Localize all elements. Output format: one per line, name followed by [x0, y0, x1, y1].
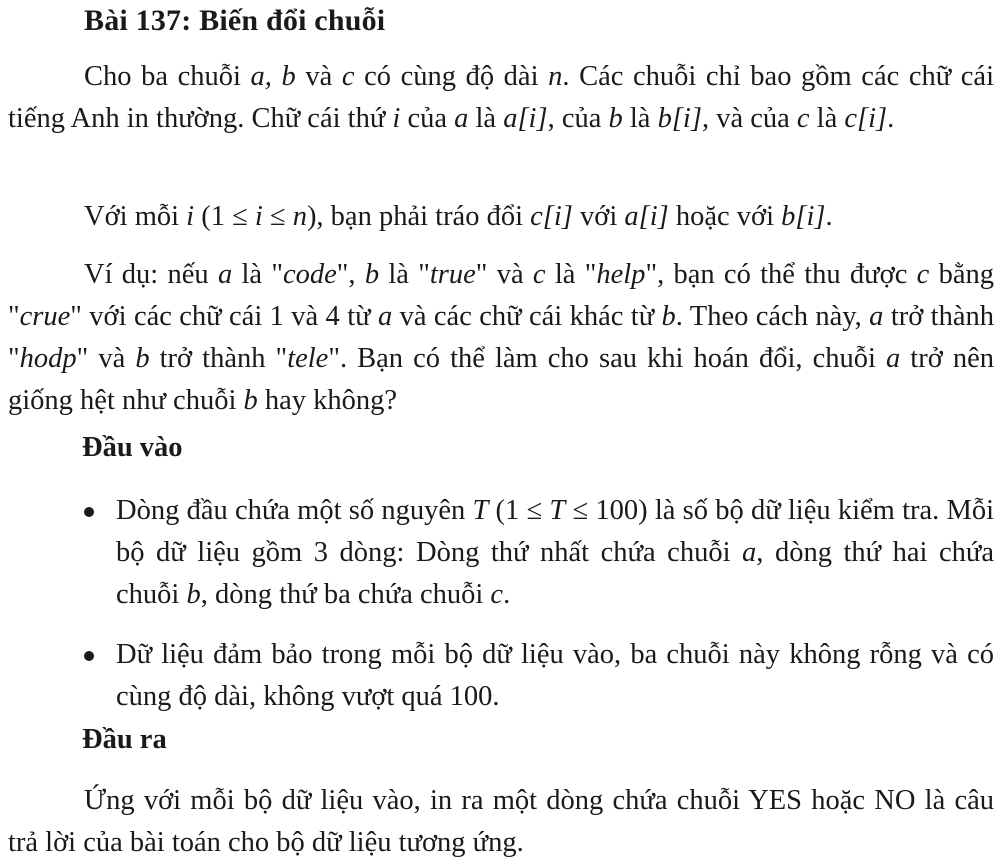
- rule-text: ), bạn phải tráo đổi: [306, 201, 531, 232]
- output-paragraph: Ứng với mỗi bộ dữ liệu vào, in ra một dòng chứa chuỗi YES hoặc NO là câu trả lời của bài toán cho bộ dữ liệu tương ứng.: [8, 785, 994, 858]
- var-c: c: [796, 103, 810, 134]
- var-a-i: a[i]: [503, 103, 548, 134]
- bullet-text: ≤ 100) là số bộ dữ liệu kiểm tra. Mỗi bộ dữ liệu gồm 3 dòng: Dòng thứ nhất chứa chuỗi: [116, 495, 994, 568]
- example-text: ". Bạn có thể làm cho sau khi hoán đổi, chuỗi: [328, 343, 886, 374]
- var-c: c: [916, 259, 930, 290]
- var-b-i: b[i]: [781, 201, 826, 232]
- example-text: ",: [336, 259, 365, 290]
- var-t: T: [549, 495, 566, 526]
- var-a: a: [869, 301, 884, 332]
- example-text: bằng ": [8, 259, 994, 332]
- example-paragraph: [8, 254, 994, 422]
- intro-text: của: [400, 103, 455, 134]
- var-c-i: c[i]: [844, 103, 888, 134]
- rule-text: hoặc với: [668, 201, 782, 232]
- bullet-text: (1 ≤: [488, 495, 550, 526]
- bullet-text: , dòng thứ hai chứa chuỗi: [116, 537, 994, 610]
- string-crue: crue: [19, 301, 71, 332]
- intro-text: là: [809, 103, 845, 134]
- example-text: ", bạn có thể thu được: [645, 259, 917, 290]
- var-a: a,: [250, 61, 272, 92]
- rule-text: ≤: [262, 201, 293, 232]
- intro-text: và: [295, 61, 342, 92]
- input-bullet-list-1: [80, 490, 994, 616]
- intro-text: [272, 61, 282, 92]
- var-b: b: [186, 579, 201, 610]
- string-hodp: hodp: [19, 343, 77, 374]
- var-b: b: [364, 259, 380, 290]
- var-b: b: [243, 385, 258, 416]
- input-bullet-list-2: [80, 634, 994, 718]
- example-text: là ": [379, 259, 430, 290]
- bullet-text: .: [503, 579, 511, 610]
- var-a: a: [454, 103, 469, 134]
- rule-text: (1 ≤: [194, 201, 255, 232]
- intro-text: .: [887, 103, 895, 134]
- intro-paragraph: [8, 56, 994, 140]
- var-b: b: [661, 301, 676, 332]
- intro-text: , của: [547, 103, 609, 134]
- string-help: help: [596, 259, 646, 290]
- var-b: b: [135, 343, 150, 374]
- rule-text: với: [572, 201, 625, 232]
- problem-title: Bài 137: Biến đổi chuỗi: [84, 4, 386, 37]
- var-a: a: [217, 259, 233, 290]
- var-b: b: [281, 61, 296, 92]
- example-text: hay không?: [257, 385, 398, 416]
- var-c: c: [490, 579, 504, 610]
- example-text: " và: [76, 343, 136, 374]
- var-a-i: a[i]: [624, 201, 669, 232]
- var-c: c: [532, 259, 546, 290]
- rule-paragraph: [8, 196, 994, 238]
- var-i: i: [254, 201, 263, 232]
- intro-text: có cùng độ dài: [354, 61, 549, 92]
- var-i: i: [392, 103, 401, 134]
- bullet-text: , dòng thứ ba chứa chuỗi: [200, 579, 491, 610]
- example-text: . Theo cách này,: [675, 301, 870, 332]
- example-text: trở thành ": [149, 343, 288, 374]
- rule-text: Với mỗi: [84, 201, 187, 232]
- example-text: Ví dụ: nếu: [84, 259, 218, 290]
- var-c: c: [341, 61, 355, 92]
- var-n: n: [292, 201, 307, 232]
- var-t: T: [472, 495, 489, 526]
- output-heading: Đầu ra: [82, 724, 167, 755]
- example-text: " và: [475, 259, 533, 290]
- string-code: code: [282, 259, 337, 290]
- var-b-i: b[i]: [657, 103, 702, 134]
- var-a: a: [885, 343, 901, 374]
- bullet-item-constraints: Dữ liệu đảm bảo trong mỗi bộ dữ liệu vào, ba chuỗi này không rỗng và có cùng độ dài, không vượt quá 100.: [80, 634, 994, 718]
- example-text: trở nên giống hệt như chuỗi: [8, 343, 994, 416]
- rule-text: .: [825, 201, 833, 232]
- example-text: trở thành ": [8, 301, 995, 374]
- input-heading: Đầu vào: [82, 432, 183, 463]
- var-i: i: [186, 201, 195, 232]
- intro-text: , và của: [701, 103, 797, 134]
- example-text: là ": [545, 259, 597, 290]
- example-text: và các chữ cái khác từ: [392, 301, 662, 332]
- var-a: a: [377, 301, 393, 332]
- bullet-text: Dòng đầu chứa một số nguyên: [116, 495, 473, 526]
- example-text: là ": [232, 259, 283, 290]
- intro-text: Cho ba chuỗi: [84, 61, 251, 92]
- var-c-i: c[i]: [530, 201, 573, 232]
- var-b: b: [608, 103, 623, 134]
- bullet-item-test-count: [80, 490, 994, 616]
- var-a: a: [742, 537, 757, 568]
- example-text: " với các chữ cái 1 và 4 từ: [70, 301, 378, 332]
- intro-text: là: [468, 103, 504, 134]
- intro-text: là: [622, 103, 658, 134]
- string-tele: tele: [287, 343, 329, 374]
- var-n: n: [548, 61, 563, 92]
- intro-text: . Các chuỗi chỉ bao gồm các chữ cái tiếng Anh in thường. Chữ cái thứ: [8, 61, 995, 134]
- string-true: true: [429, 259, 476, 290]
